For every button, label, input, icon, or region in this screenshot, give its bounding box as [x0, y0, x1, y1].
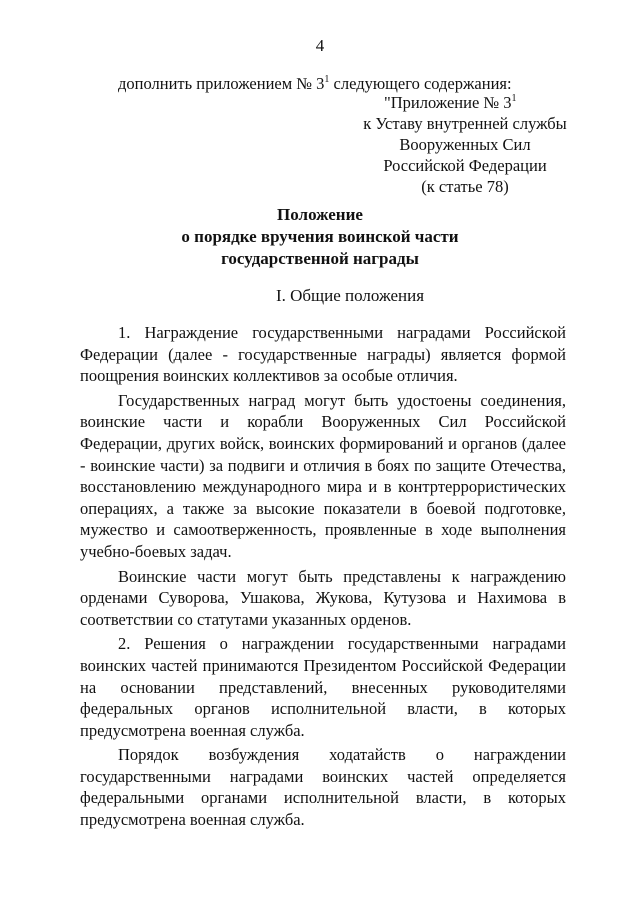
- appendix-superscript: 1: [511, 93, 517, 104]
- appendix-header: [340, 92, 590, 197]
- document-title: [0, 204, 640, 270]
- appendix-line-5: (к статье 78): [421, 177, 509, 196]
- paragraph-3: Воинские части могут быть представлены к награждению орденами Суворова, Ушакова, Жукова, Кутузова и Нахимова в соответствии со статутами указанных орденов.: [80, 566, 566, 629]
- body-text: [80, 322, 566, 834]
- intro-superscript: 1: [324, 74, 330, 85]
- intro-text: дополнить приложением № 3: [118, 74, 325, 93]
- paragraph-5: Порядок возбуждения ходатайств о награждении государственными наградами воинских частей определяется федеральными органами исполнительной власти, в которых предусмотрена военная служба.: [80, 745, 566, 830]
- appendix-line-3: Вооруженных Сил: [399, 135, 531, 154]
- paragraph-4: 2. Решения о награждении государственными наградами воинских частей принимаются Президентом Российской Федерации на основании представлений, внесенных руководителями федеральных органов исполнительной власти, в которых предусмотрена военная служба.: [80, 634, 566, 740]
- appendix-line-2: к Уставу внутренней службы: [363, 114, 567, 133]
- appendix-line-4: Российской Федерации: [383, 156, 547, 175]
- appendix-line-1: [340, 92, 590, 113]
- title-line-1: Положение: [277, 205, 363, 224]
- page-number: 4: [315, 36, 325, 55]
- paragraph-2: Государственных наград могут быть удостоены соединения, воинские части и корабли Вооруженных Сил Российской Федерации, других войск, воинских формирований и органов (далее - воинские части) за подвиги и отличия в боях по защите Отечества, восстановлению международного мира и в контртеррористических операциях, а также за высокие показатели в боевой подготовке, мужество и самоотверженность, проявленные в ходе выполнения учебно-боевых задач.: [80, 390, 566, 561]
- intro-text-tail: следующего содержания:: [329, 74, 512, 93]
- title-line-3: государственной награды: [221, 249, 419, 268]
- appendix-label: "Приложение № 3: [384, 93, 512, 112]
- section-heading: I. Общие положения: [275, 286, 425, 305]
- title-line-2: о порядке вручения воинской части: [181, 227, 459, 246]
- paragraph-1: 1. Награждение государственными наградами Российской Федерации (далее - государственные награды) является формой поощрения воинских коллективов за особые отличия.: [80, 323, 566, 386]
- intro-line: [118, 74, 512, 94]
